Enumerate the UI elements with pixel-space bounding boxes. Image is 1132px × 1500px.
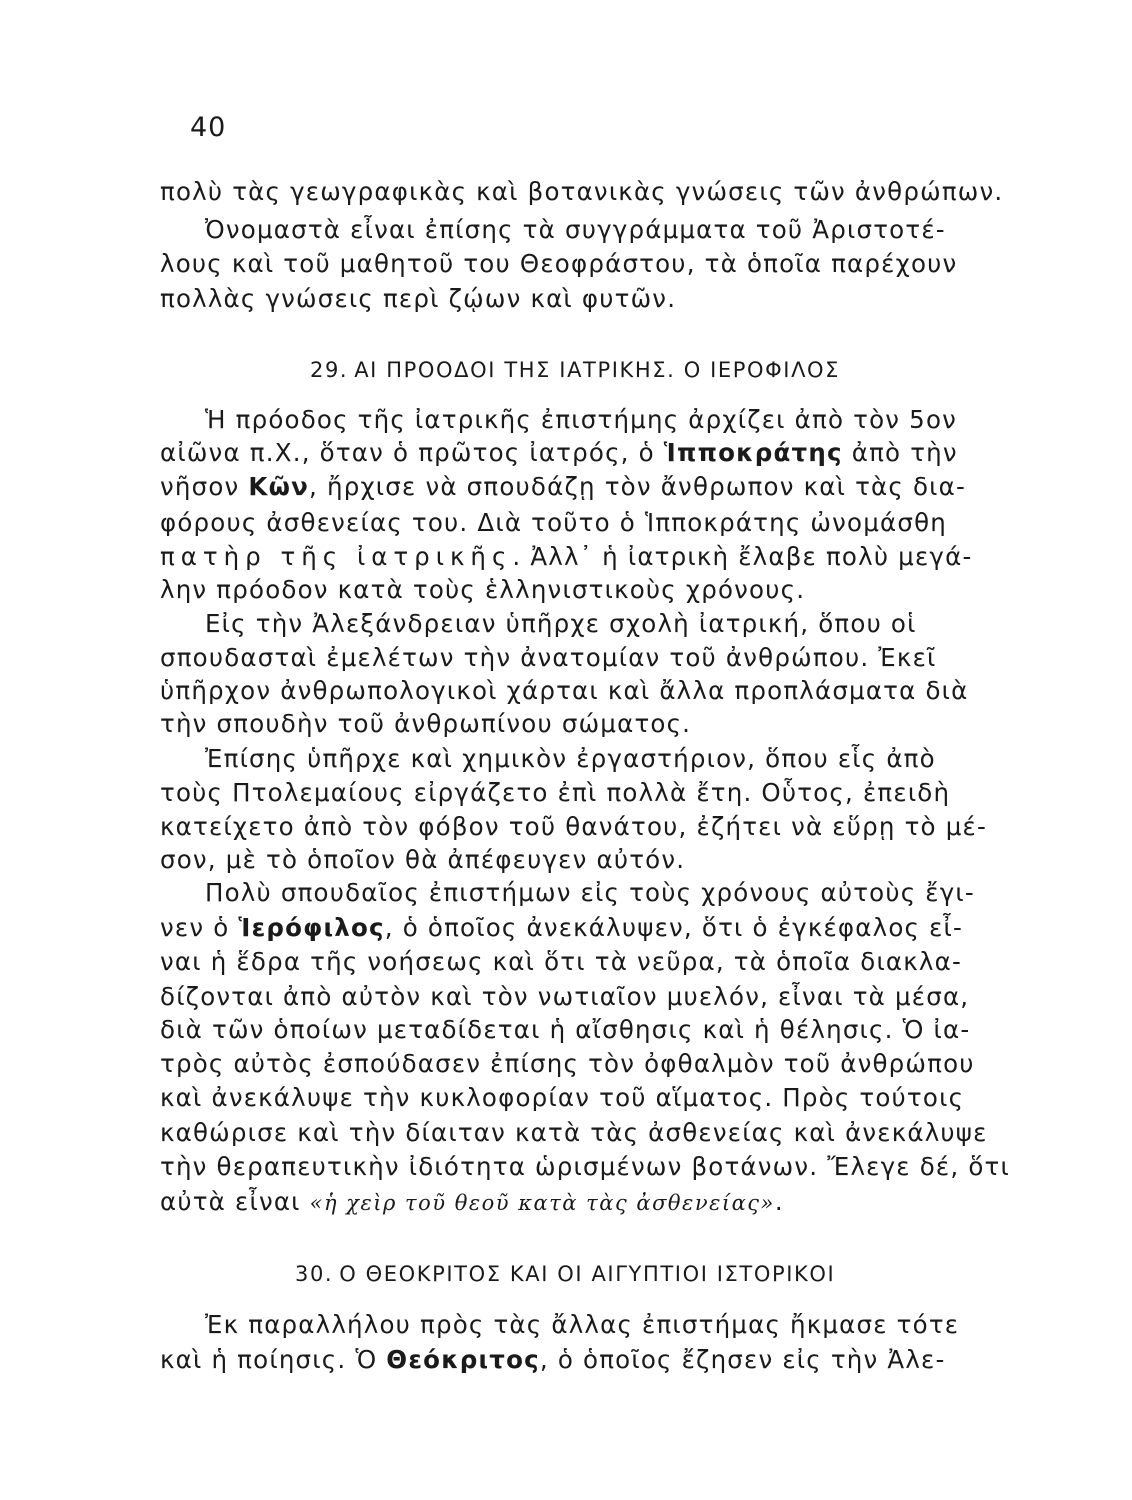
text-line: διὰ τῶν ὁποίων μεταδίδεται ἡ αἴσθησις καὶ ἡ θέλησις. Ὁ ἰα- (160, 1015, 971, 1044)
section-title: ΑΙ ΠΡΟΟΔΟΙ ΤΗΣ ΙΑΤΡΙΚΗΣ. Ο ΙΕΡΟΦΙΛΟΣ (354, 358, 841, 382)
italic-quote: «ἡ χεὶρ τοῦ θεοῦ κατὰ τὰς ἀσθενείας» (309, 1191, 775, 1215)
text-line: σον, μὲ τὸ ὁποῖον θὰ ἀπέφευγεν αὐτόν. (160, 845, 686, 874)
section-heading-30 (295, 1264, 835, 1285)
name-herophilos: Ἱερόφιλος (238, 913, 385, 942)
text-line: πατὴρ τῆς ἰατρικῆς. Ἀλλ᾽ ἡ ἰατρικὴ ἔλαβε πολὺ μεγά- (160, 542, 973, 571)
text-line: Ἡ πρόοδος τῆς ἰατρικῆς ἐπιστήμης ἀρχίζει ἀπὸ τὸν 5ον (205, 405, 958, 434)
text-line: ναι ἡ ἕδρα τῆς νοήσεως καὶ ὅτι τὰ νεῦρα, τὰ ὁποῖα διακλα- (160, 947, 963, 976)
text-line: πολὺ τὰς γεωγραφικὰς καὶ βοτανικὰς γνώσεις τῶν ἀνθρώπων. (160, 177, 1004, 206)
text-line: τὴν θεραπευτικὴν ἰδιότητα ὡρισμένων βοτάνων. Ἔλεγε δέ, ὅτι (160, 1152, 1010, 1181)
name-hippocrates: Ἱπποκράτης (663, 438, 843, 467)
text-line: καὶ ἡ ποίησις. Ὁ Θεόκριτος, ὁ ὁποῖος ἔζησεν εἰς τὴν Ἀλε- (160, 1345, 946, 1374)
text-line: Πολὺ σπουδαῖος ἐπιστήμων εἰς τοὺς χρόνους αὐτοὺς ἔγι- (205, 878, 975, 907)
text-line: τρὸς αὐτὸς ἐσπούδασεν ἐπίσης τὸν ὀφθαλμὸν τοῦ ἀνθρώπου (160, 1049, 975, 1078)
text-line: νῆσον Κῶν, ἤρχισε νὰ σπουδάζῃ τὸν ἄνθρωπον καὶ τὰς δια- (160, 472, 967, 501)
section-number: 30. (295, 1262, 334, 1286)
text-line: Ἐπίσης ὑπῆρχε καὶ χημικὸν ἐργαστήριον, ὅπου εἷς ἀπὸ (205, 744, 936, 773)
text-line: Ὀνομαστὰ εἶναι ἐπίσης τὰ συγγράμματα τοῦ Ἀριστοτέ- (205, 215, 946, 244)
text-line: Ἐκ παραλλήλου πρὸς τὰς ἄλλας ἐπιστήμας ἤκμασε τότε (205, 1310, 960, 1339)
text-line: δίζονται ἀπὸ αὐτὸν καὶ τὸν νωτιαῖον μυελόν, εἶναι τὰ μέσα, (160, 982, 970, 1011)
section-title: Ο ΘΕΟΚΡΙΤΟΣ ΚΑΙ ΟΙ ΑΙΓΥΠΤΙΟΙ ΙΣΤΟΡΙΚΟΙ (339, 1262, 836, 1286)
page-number: 40 (190, 112, 227, 143)
text-line: πολλὰς γνώσεις περὶ ζῴων καὶ φυτῶν. (160, 284, 677, 313)
text-line: τοὺς Πτολεμαίους εἰργάζετο ἐπὶ πολλὰ ἔτη. Οὗτος, ἐπειδὴ (160, 778, 951, 807)
text-line: καὶ ἀνεκάλυψε τὴν κυκλοφορίαν τοῦ αἵματος. Πρὸς τούτοις (160, 1083, 965, 1112)
text-line: λους καὶ τοῦ μαθητοῦ του Θεοφράστου, τὰ ὁποῖα παρέχουν (160, 249, 958, 278)
text-line: αἰῶνα π.Χ., ὅταν ὁ πρῶτος ἰατρός, ὁ Ἱπποκράτης ἀπὸ τὴν (160, 438, 958, 467)
section-number: 29. (310, 358, 349, 382)
text-line: κατείχετο ἀπὸ τὸν φόβον τοῦ θανάτου, ἐζήτει νὰ εὕρῃ τὸ μέ- (160, 812, 987, 841)
text-line: λην πρόοδον κατὰ τοὺς ἑλληνιστικοὺς χρόνους. (160, 575, 806, 604)
text-line: φόρους ἀσθενείας του. Διὰ τοῦτο ὁ Ἱπποκράτης ὠνομάσθη (160, 508, 947, 537)
name-kos: Κῶν (248, 472, 309, 501)
text-line: νεν ὁ Ἱερόφιλος, ὁ ὁποῖος ἀνεκάλυψεν, ὅτι ὁ ἐγκέφαλος εἶ- (160, 913, 964, 942)
text-line: καθώρισε καὶ τὴν δίαιταν κατὰ τὰς ἀσθενείας καὶ ἀνεκάλυψε (160, 1118, 988, 1147)
text-line: σπουδασταὶ ἐμελέτων τὴν ἀνατομίαν τοῦ ἀνθρώπου. Ἐκεῖ (160, 643, 937, 672)
text-line: Εἰς τὴν Ἀλεξάνδρειαν ὑπῆρχε σχολὴ ἰατρική, ὅπου οἱ (205, 609, 917, 638)
name-theocritus: Θεόκριτος (386, 1345, 540, 1374)
text-line: ὑπῆρχον ἀνθρωπολογικοὶ χάρται καὶ ἄλλα προπλάσματα διὰ (160, 676, 969, 705)
text-line: τὴν σπουδὴν τοῦ ἀνθρωπίνου σώματος. (160, 709, 692, 738)
spaced-phrase: πατὴρ τῆς ἰατρικῆς (160, 542, 513, 571)
section-heading-29 (310, 360, 840, 381)
text-line: αὐτὰ εἶναι «ἡ χεὶρ τοῦ θεοῦ κατὰ τὰς ἀσθενείας». (160, 1187, 784, 1216)
